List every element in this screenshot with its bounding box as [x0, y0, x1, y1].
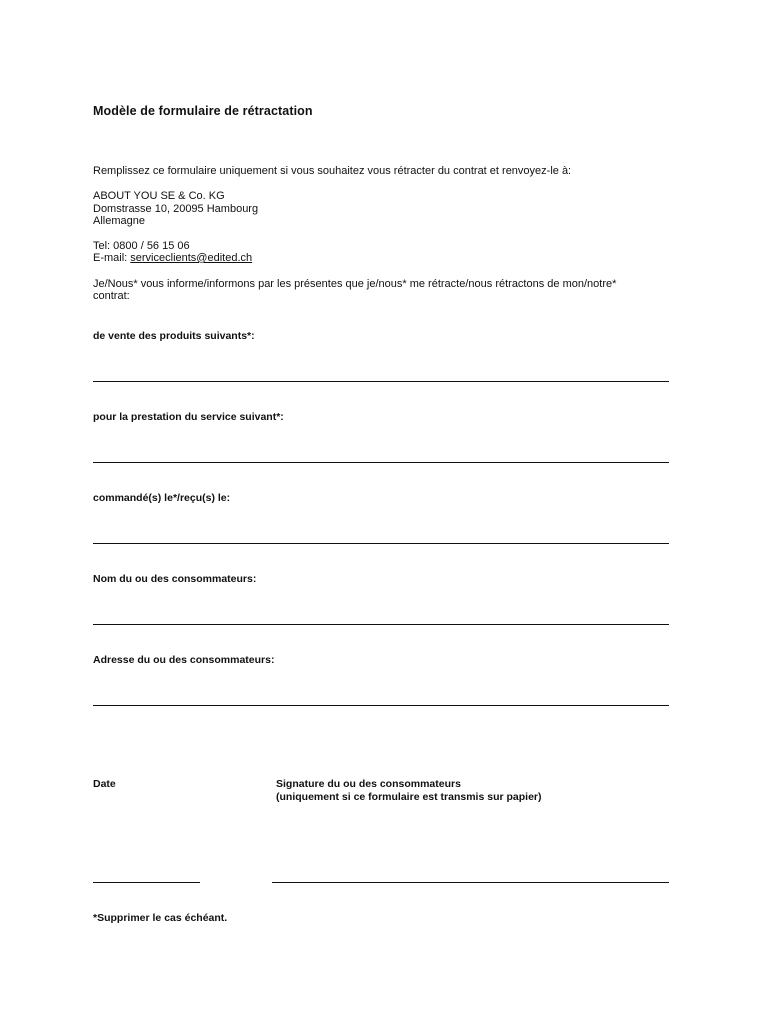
signature-note: (uniquement si ce formulaire est transmis sur papier) — [276, 791, 542, 803]
declaration-line-1: Je/Nous* vous informe/informons par les présentes que je/nous* me rétracte/nous rétractons de mon/notre* — [93, 278, 617, 290]
address-company: ABOUT YOU SE & Co. KG — [93, 190, 225, 202]
intro-text: Remplissez ce formulaire uniquement si vous souhaitez vous rétracter du contrat et renvoyez-le à: — [93, 165, 572, 177]
signature-label: Signature du ou des consommateurs — [276, 778, 461, 790]
address-street: Domstrasse 10, 20095 Hambourg — [93, 203, 259, 215]
field-label-order-date: commandé(s) le*/reçu(s) le: — [93, 492, 231, 504]
document-title: Modèle de formulaire de rétractation — [93, 104, 313, 118]
field-line-consumer-address[interactable] — [93, 705, 669, 706]
date-line[interactable] — [93, 882, 200, 883]
field-label-consumer-address: Adresse du ou des consommateurs: — [93, 654, 275, 666]
contact-email-line — [93, 252, 252, 265]
contact-email-link[interactable]: serviceclients@edited.ch — [130, 252, 253, 264]
field-line-consumer-name[interactable] — [93, 624, 669, 625]
signature-line[interactable] — [272, 882, 669, 883]
address-country: Allemagne — [93, 215, 145, 227]
contact-email-label: E-mail: — [93, 252, 131, 264]
field-line-order-date[interactable] — [93, 543, 669, 544]
field-line-products[interactable] — [93, 381, 669, 382]
field-label-service: pour la prestation du service suivant*: — [93, 411, 284, 423]
contact-tel: Tel: 0800 / 56 15 06 — [93, 240, 190, 252]
field-line-service[interactable] — [93, 462, 669, 463]
field-label-products: de vente des produits suivants*: — [93, 330, 255, 342]
field-label-consumer-name: Nom du ou des consommateurs: — [93, 573, 257, 585]
date-label: Date — [93, 778, 116, 790]
footnote: *Supprimer le cas échéant. — [93, 912, 228, 924]
declaration-line-2: contrat: — [93, 290, 130, 302]
